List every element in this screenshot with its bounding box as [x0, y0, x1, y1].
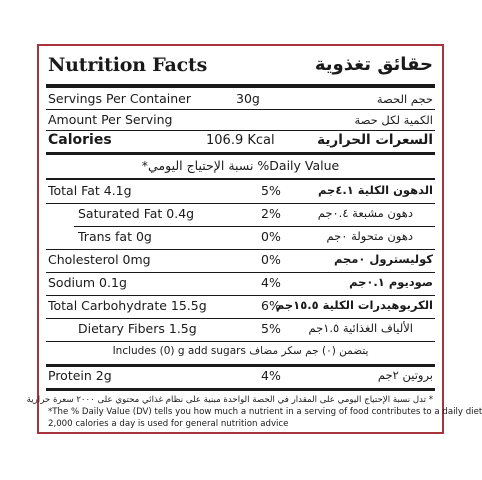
nutrient-total-fat-pct: 5% — [261, 183, 281, 198]
nutrient-protein-ar: بروتين ٢جم — [377, 368, 433, 382]
title-english: Nutrition Facts — [48, 54, 208, 76]
footnote-english-1: *The % Daily Value (DV) tells you how much a nutrient in a serving of food contributes to a daily diet — [48, 407, 482, 417]
added-sugars-line: Includes (0) g add sugars يتضمن (٠) جم سكر مضاف — [112, 345, 369, 357]
nutrient-saturated-fat-en: Saturated Fat 0.4g — [78, 206, 195, 221]
nutrient-total-carb-en: Total Carbohydrate 15.5g — [48, 298, 207, 313]
nutrient-trans-fat-pct: 0% — [261, 229, 281, 244]
rule-3 — [46, 249, 435, 250]
nutrient-cholesterol-en: Cholesterol 0mg — [48, 252, 151, 267]
calories-label-ar: السعرات الحرارية — [317, 132, 433, 148]
nutrient-sodium-pct: 4% — [261, 275, 281, 290]
rule-1 — [46, 203, 435, 204]
rule-7 — [46, 341, 435, 342]
nutrition-label — [26, 44, 482, 434]
nutrient-total-carb-ar: الكربوهيدرات الكلية ١٥.٥جم — [275, 298, 433, 312]
footnote-arabic: * تدل نسبة الإحتياج اليومي على المقدار في الحصة الواحدة مبنية على نظام غذائي محتوي على ٢٠٠٠ سعرة حرارية — [26, 395, 433, 405]
calories-label-en: Calories — [48, 132, 112, 148]
amount-label-ar: الكمية لكل حصة — [354, 113, 433, 127]
thick-rule-protein — [46, 388, 435, 391]
title-arabic: حقائق تغذوية — [314, 54, 433, 75]
thick-rule-sugars — [46, 364, 435, 367]
thick-rule-calories — [46, 152, 435, 155]
servings-label-ar: حجم الحصة — [376, 92, 433, 106]
rule-5 — [46, 295, 435, 296]
nutrient-protein-en: Protein 2g — [48, 368, 112, 383]
servings-value: 30g — [236, 91, 260, 106]
nutrient-dietary-fiber-ar: الألياف الغذائية ١.٥جم — [308, 321, 413, 335]
thick-rule-top — [46, 84, 435, 88]
daily-value-header: *نسبة الإحتياج اليومي %Daily Value — [141, 158, 340, 173]
nutrient-total-fat-en: Total Fat 4.1g — [48, 183, 132, 198]
nutrient-dietary-fiber-pct: 5% — [261, 321, 281, 336]
nutrient-cholesterol-pct: 0% — [261, 252, 281, 267]
nutrient-protein-pct: 4% — [261, 368, 281, 383]
nutrient-total-fat-ar: الدهون الكلية ٤.١جم — [318, 183, 433, 197]
rule-servings — [46, 109, 435, 110]
servings-label-en: Servings Per Container — [48, 91, 191, 106]
calories-value: 106.9 Kcal — [206, 133, 275, 148]
rule-6 — [46, 318, 435, 319]
rule-amount — [46, 130, 435, 131]
amount-label-en: Amount Per Serving — [48, 112, 173, 127]
rule-daily-value — [46, 178, 435, 180]
nutrient-trans-fat-en: Trans fat 0g — [78, 229, 152, 244]
nutrient-cholesterol-ar: كوليسترول ٠مجم — [333, 252, 433, 266]
nutrient-saturated-fat-ar: دهون مشبعة ٠.٤جم — [317, 206, 413, 220]
rule-4 — [46, 272, 435, 273]
nutrient-sodium-en: Sodium 0.1g — [48, 275, 127, 290]
nutrient-saturated-fat-pct: 2% — [261, 206, 281, 221]
nutrient-dietary-fiber-en: Dietary Fibers 1.5g — [78, 321, 197, 336]
footnote-english-2: 2,000 calories a day is used for general nutrition advice — [48, 419, 289, 429]
nutrient-sodium-ar: صوديوم ٠.١جم — [349, 275, 433, 289]
nutrition-label-inner — [26, 46, 482, 432]
rule-2 — [74, 226, 435, 227]
nutrient-trans-fat-ar: دهون متحولة ٠جم — [326, 229, 413, 243]
nutrient-total-carb-pct: 6% — [261, 298, 281, 313]
